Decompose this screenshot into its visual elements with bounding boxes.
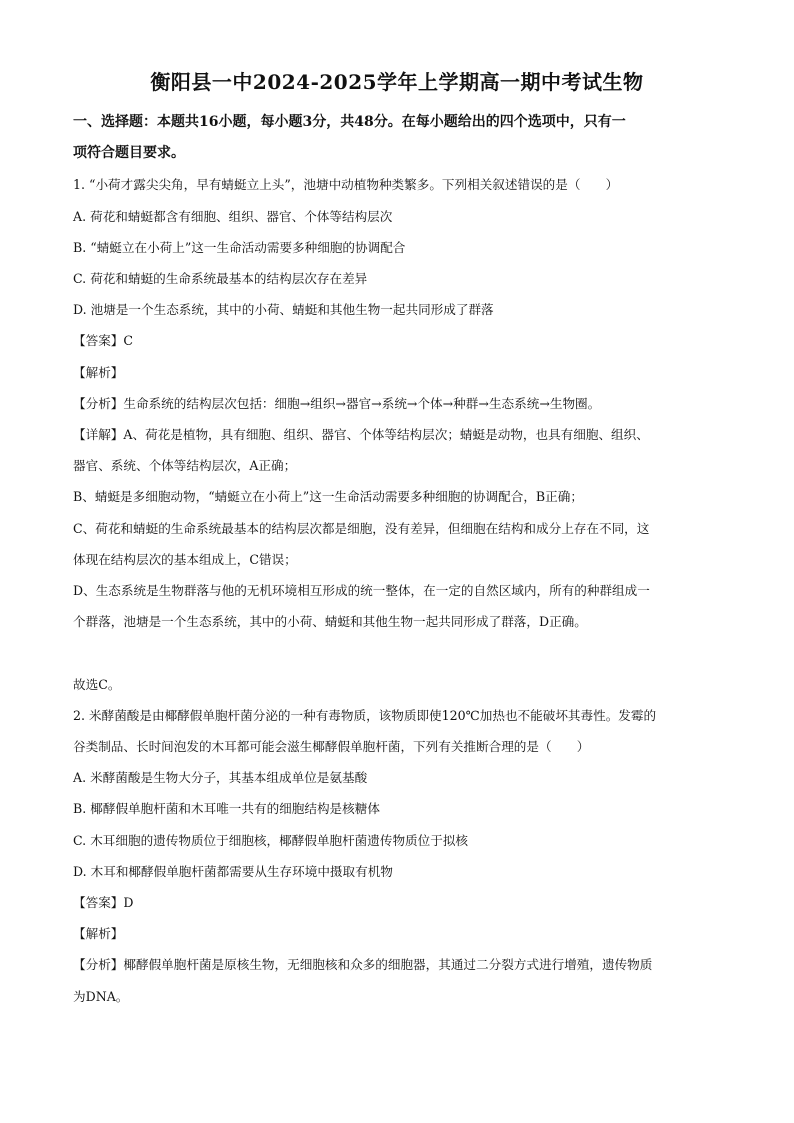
question-2-fenxi-cont: 为DNA。 bbox=[73, 988, 129, 1004]
question-1-answer: 【答案】C bbox=[73, 333, 134, 349]
blank-line bbox=[73, 637, 728, 668]
question-1-option-c: C. 荷花和蜻蜓的生命系统最基本的结构层次存在差异 bbox=[73, 271, 368, 287]
question-1-xiangjie-cont: 器官、系统、个体等结构层次，A正确； bbox=[73, 458, 297, 474]
question-1-choose: 故选C。 bbox=[73, 676, 121, 692]
question-1-option-d: D. 池塘是一个生态系统，其中的小荷、蜻蜓和其他生物一起共同形成了群落 bbox=[73, 302, 494, 318]
document-title: 衡阳县一中2024-2025学年上学期高一期中考试生物 bbox=[150, 70, 644, 94]
question-1-d-explain: D、生态系统是生物群落与他的无机环境相互形成的统一整体，在一定的自然区域内，所有的种群组成一 bbox=[73, 583, 650, 599]
section-heading-cont: 项符合题目要求。 bbox=[73, 145, 185, 162]
question-2-fenxi: 【分析】椰酵假单胞杆菌是原核生物，无细胞核和众多的细胞器，其通过二分裂方式进行增殖，遗传物质 bbox=[73, 957, 653, 973]
question-1-b-explain: B、蜻蜓是多细胞动物，“蜻蜓立在小荷上”这一生命活动需要多种细胞的协调配合，B正确； bbox=[73, 489, 583, 505]
question-1-fenxi: 【分析】生命系统的结构层次包括：细胞→组织→器官→系统→个体→种群→生态系统→生物圈。 bbox=[73, 395, 601, 411]
question-2-option-a: A. 米酵菌酸是生物大分子，其基本组成单位是氨基酸 bbox=[73, 770, 368, 786]
document-body bbox=[73, 107, 728, 1012]
question-1-option-b: B. “蜻蜓立在小荷上”这一生命活动需要多种细胞的协调配合 bbox=[73, 239, 406, 255]
question-1-xiangjie: 【详解】A、荷花是植物，具有细胞、组织、器官、个体等结构层次；蜻蜓是动物，也具有细胞、组织、 bbox=[73, 427, 649, 443]
question-2-stem: 2. 米酵菌酸是由椰酵假单胞杆菌分泌的一种有毒物质，该物质即使120℃加热也不能破坏其毒性。发霉的 bbox=[73, 707, 657, 723]
question-1-stem: 1. “小荷才露尖尖角，早有蜻蜓立上头”，池塘中动植物种类繁多。下列相关叙述错误的是（ ） bbox=[73, 177, 619, 193]
question-1-d-explain-cont: 个群落，池塘是一个生态系统，其中的小荷、蜻蜓和其他生物一起共同形成了群落，D正确。 bbox=[73, 614, 587, 630]
question-1-analysis-label: 【解析】 bbox=[73, 364, 124, 380]
question-1-c-explain-cont: 体现在结构层次的基本组成上，C错误； bbox=[73, 551, 297, 567]
question-2-analysis-label: 【解析】 bbox=[73, 926, 124, 942]
section-heading: 一、选择题：本题共16小题，每小题3分，共48分。在每小题给出的四个选项中，只有一 bbox=[73, 114, 626, 130]
question-2-answer: 【答案】D bbox=[73, 895, 134, 911]
question-1-c-explain: C、荷花和蜻蜓的生命系统最基本的结构层次都是细胞，没有差异，但细胞在结构和成分上存在不同，这 bbox=[73, 520, 650, 536]
question-2-stem-cont: 谷类制品、长时间泡发的木耳都可能会滋生椰酵假单胞杆菌，下列有关推断合理的是（ ） bbox=[73, 739, 590, 755]
question-2-option-c: C. 木耳细胞的遗传物质位于细胞核，椰酵假单胞杆菌遗传物质位于拟核 bbox=[73, 832, 469, 848]
question-2-option-b: B. 椰酵假单胞杆菌和木耳唯一共有的细胞结构是核糖体 bbox=[73, 801, 380, 817]
question-1-option-a: A. 荷花和蜻蜓都含有细胞、组织、器官、个体等结构层次 bbox=[73, 208, 393, 224]
question-2-option-d: D. 木耳和椰酵假单胞杆菌都需要从生存环境中摄取有机物 bbox=[73, 863, 393, 879]
